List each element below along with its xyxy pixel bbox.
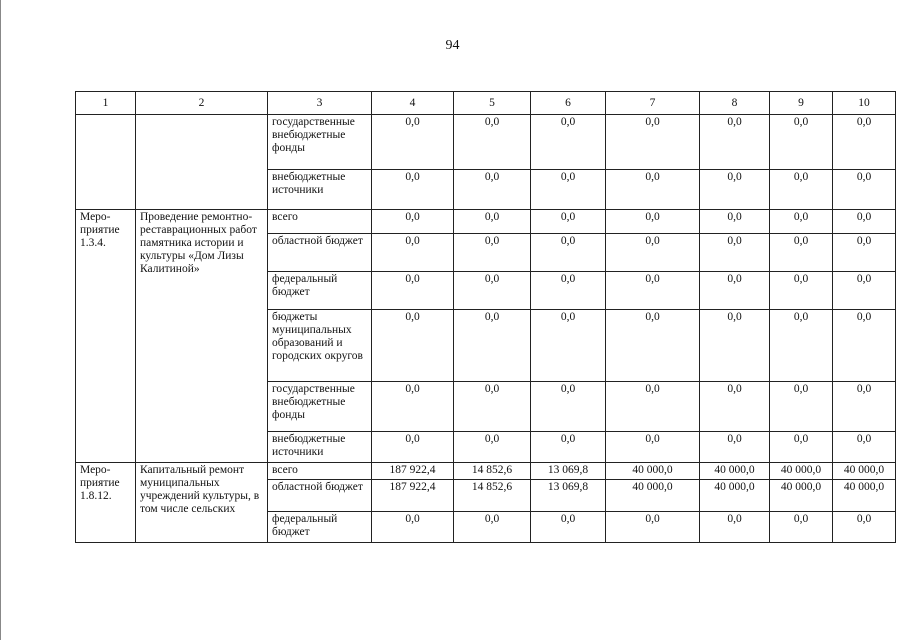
funding-source: внебюджетные источники xyxy=(268,170,372,210)
funding-source: всего xyxy=(268,463,372,480)
header-cell: 2 xyxy=(136,92,268,115)
value-cell: 0,0 xyxy=(700,234,770,272)
table-row xyxy=(76,463,896,480)
value-cell: 0,0 xyxy=(833,170,896,210)
value-cell: 0,0 xyxy=(454,170,531,210)
header-row xyxy=(76,92,896,115)
value-cell: 0,0 xyxy=(606,432,700,463)
value-cell: 0,0 xyxy=(833,272,896,310)
funding-source: всего xyxy=(268,210,372,234)
page-edge xyxy=(0,0,1,640)
value-cell: 0,0 xyxy=(372,234,454,272)
funding-source: областной бюджет xyxy=(268,234,372,272)
activity-title-cell xyxy=(136,115,268,210)
table-row xyxy=(76,210,896,234)
value-cell: 0,0 xyxy=(606,382,700,432)
value-cell: 0,0 xyxy=(833,234,896,272)
value-cell: 0,0 xyxy=(833,512,896,543)
funding-source: бюджеты муниципальных образований и городских округов xyxy=(268,310,372,382)
value-cell: 0,0 xyxy=(454,512,531,543)
funding-source: федеральный бюджет xyxy=(268,512,372,543)
funding-source: федеральный бюджет xyxy=(268,272,372,310)
value-cell: 0,0 xyxy=(531,115,606,170)
activity-title: Проведение ремонтно-реставрационных работ памятника истории и культуры «Дом Лизы Калитиной» xyxy=(136,210,268,463)
value-cell: 0,0 xyxy=(606,310,700,382)
value-cell: 0,0 xyxy=(454,432,531,463)
value-cell: 0,0 xyxy=(770,272,833,310)
value-cell: 0,0 xyxy=(454,115,531,170)
value-cell: 0,0 xyxy=(700,512,770,543)
header-cell: 7 xyxy=(606,92,700,115)
activity-code: Меро-приятие 1.8.12. xyxy=(76,463,136,543)
header-cell: 5 xyxy=(454,92,531,115)
header-cell: 4 xyxy=(372,92,454,115)
value-cell: 0,0 xyxy=(770,170,833,210)
value-cell: 0,0 xyxy=(372,512,454,543)
header-cell: 1 xyxy=(76,92,136,115)
value-cell: 0,0 xyxy=(770,115,833,170)
value-cell: 0,0 xyxy=(531,432,606,463)
value-cell: 40 000,0 xyxy=(700,463,770,480)
header-cell: 8 xyxy=(700,92,770,115)
value-cell: 0,0 xyxy=(833,432,896,463)
value-cell: 0,0 xyxy=(770,234,833,272)
value-cell: 0,0 xyxy=(454,310,531,382)
value-cell: 0,0 xyxy=(833,210,896,234)
value-cell: 0,0 xyxy=(700,272,770,310)
value-cell: 0,0 xyxy=(700,432,770,463)
value-cell: 187 922,4 xyxy=(372,463,454,480)
activity-title: Капитальный ремонт муниципальных учреждений культуры, в том числе сельских xyxy=(136,463,268,543)
value-cell: 0,0 xyxy=(454,234,531,272)
value-cell: 0,0 xyxy=(770,210,833,234)
value-cell: 0,0 xyxy=(700,382,770,432)
value-cell: 0,0 xyxy=(531,170,606,210)
value-cell: 0,0 xyxy=(770,512,833,543)
value-cell: 40 000,0 xyxy=(770,480,833,512)
value-cell: 0,0 xyxy=(606,115,700,170)
value-cell: 0,0 xyxy=(454,382,531,432)
value-cell: 0,0 xyxy=(372,115,454,170)
funding-source: государственные внебюджетные фонды xyxy=(268,382,372,432)
value-cell: 0,0 xyxy=(833,310,896,382)
value-cell: 40 000,0 xyxy=(833,463,896,480)
value-cell: 0,0 xyxy=(531,234,606,272)
table-row xyxy=(76,115,896,170)
value-cell: 0,0 xyxy=(372,310,454,382)
value-cell: 0,0 xyxy=(833,115,896,170)
header-cell: 6 xyxy=(531,92,606,115)
value-cell: 0,0 xyxy=(531,512,606,543)
funding-source: внебюджетные источники xyxy=(268,432,372,463)
value-cell: 0,0 xyxy=(372,170,454,210)
value-cell: 0,0 xyxy=(606,210,700,234)
value-cell: 14 852,6 xyxy=(454,463,531,480)
value-cell: 0,0 xyxy=(606,170,700,210)
value-cell: 0,0 xyxy=(700,210,770,234)
page-number: 94 xyxy=(445,38,460,53)
funding-source: государственные внебюджетные фонды xyxy=(268,115,372,170)
value-cell: 13 069,8 xyxy=(531,480,606,512)
value-cell: 40 000,0 xyxy=(833,480,896,512)
value-cell: 0,0 xyxy=(372,382,454,432)
value-cell: 0,0 xyxy=(606,512,700,543)
budget-table xyxy=(75,91,896,543)
activity-code-cell xyxy=(76,115,136,210)
value-cell: 0,0 xyxy=(606,272,700,310)
value-cell: 187 922,4 xyxy=(372,480,454,512)
value-cell: 40 000,0 xyxy=(770,463,833,480)
value-cell: 40 000,0 xyxy=(700,480,770,512)
header-cell: 9 xyxy=(770,92,833,115)
value-cell: 0,0 xyxy=(372,432,454,463)
value-cell: 0,0 xyxy=(372,210,454,234)
value-cell: 0,0 xyxy=(531,272,606,310)
value-cell: 0,0 xyxy=(700,115,770,170)
value-cell: 0,0 xyxy=(700,310,770,382)
value-cell: 0,0 xyxy=(770,310,833,382)
value-cell: 0,0 xyxy=(454,272,531,310)
value-cell: 0,0 xyxy=(454,210,531,234)
value-cell: 0,0 xyxy=(372,272,454,310)
value-cell: 0,0 xyxy=(531,210,606,234)
value-cell: 13 069,8 xyxy=(531,463,606,480)
value-cell: 40 000,0 xyxy=(606,463,700,480)
value-cell: 0,0 xyxy=(770,432,833,463)
activity-code: Меро-приятие 1.3.4. xyxy=(76,210,136,463)
value-cell: 0,0 xyxy=(531,310,606,382)
value-cell: 0,0 xyxy=(531,382,606,432)
value-cell: 14 852,6 xyxy=(454,480,531,512)
value-cell: 0,0 xyxy=(833,382,896,432)
funding-source: областной бюджет xyxy=(268,480,372,512)
header-cell: 10 xyxy=(833,92,896,115)
header-cell: 3 xyxy=(268,92,372,115)
value-cell: 0,0 xyxy=(606,234,700,272)
value-cell: 0,0 xyxy=(770,382,833,432)
value-cell: 40 000,0 xyxy=(606,480,700,512)
value-cell: 0,0 xyxy=(700,170,770,210)
